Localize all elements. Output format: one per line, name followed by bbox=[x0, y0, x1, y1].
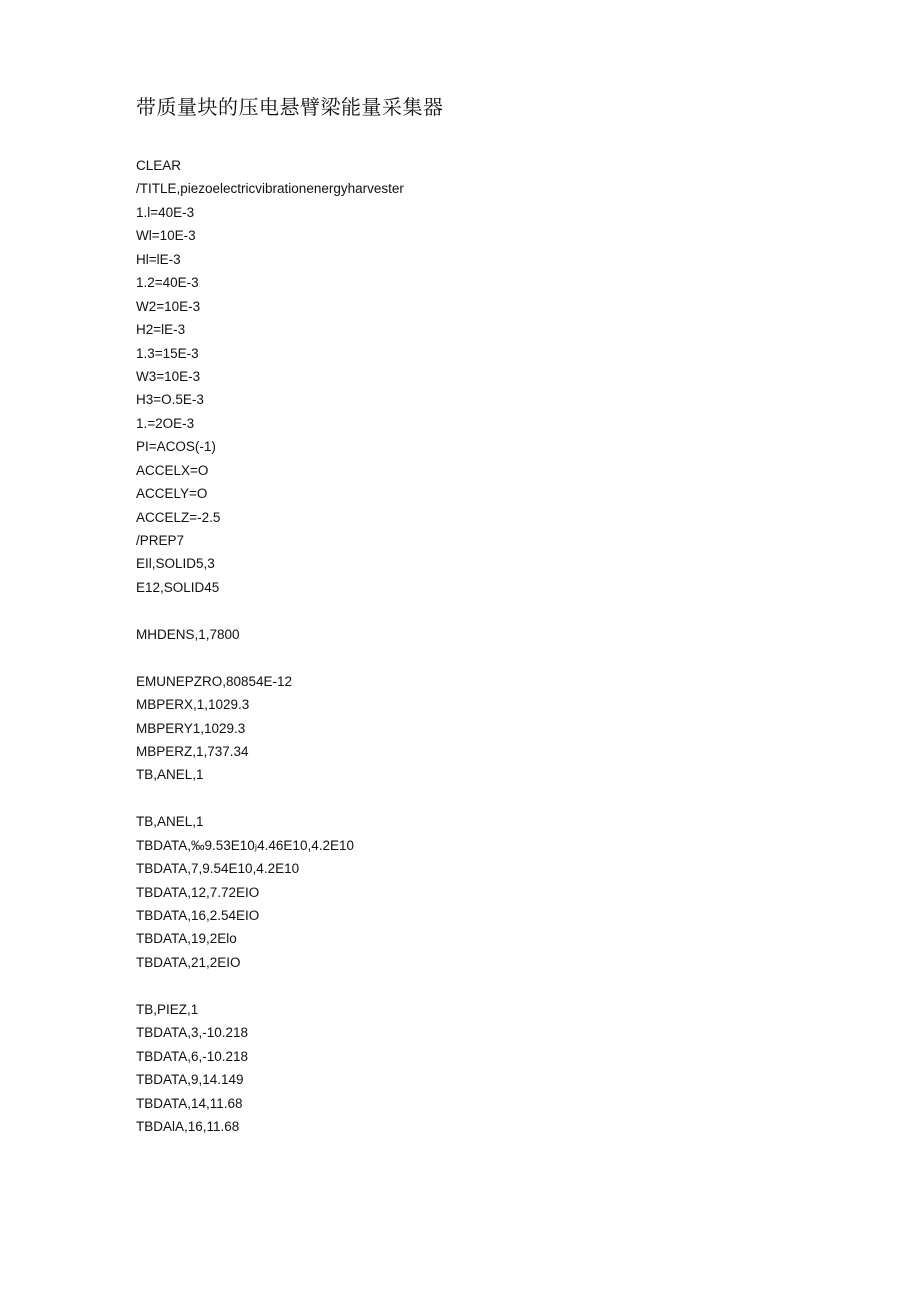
blank-line bbox=[136, 599, 836, 622]
code-line: TB,ANEL,1 bbox=[136, 814, 204, 830]
code-line: H2=lE-3 bbox=[136, 322, 186, 338]
code-line: TB,PIEZ,1 bbox=[136, 1001, 199, 1017]
code-line: /PREP7 bbox=[136, 533, 185, 548]
code-line: TBDATA,16,2.54EIO bbox=[136, 908, 260, 923]
code-line: TBDATA,9,14.149 bbox=[136, 1072, 244, 1088]
code-line: TB,ANEL,1 bbox=[136, 767, 204, 783]
code-line: 1.l=40E-3 bbox=[136, 204, 195, 220]
code-line: TBDATA,7,9.54E10,4.2E10 bbox=[136, 861, 300, 877]
code-line: W3=10E-3 bbox=[136, 368, 201, 384]
code-line: MBPERY1,1029.3 bbox=[136, 720, 246, 736]
code-line: TBDAlA,16,11.68 bbox=[136, 1118, 240, 1134]
code-line: TBDATA,3,-10.218 bbox=[136, 1025, 249, 1041]
code-line: EIl,SOLID5,3 bbox=[136, 556, 215, 572]
code-line: TBDATA,6,-10.218 bbox=[136, 1048, 249, 1064]
code-line: TBDATA,‰9.53E10ⱼ4.46E10,4.2E10 bbox=[136, 837, 354, 853]
code-line: E12,SOLID45 bbox=[136, 579, 220, 595]
code-line: TBDATA,14,11.68 bbox=[136, 1095, 243, 1111]
code-listing bbox=[136, 154, 836, 1138]
code-line: H3=O.5E-3 bbox=[136, 392, 204, 408]
blank-line bbox=[136, 646, 836, 669]
code-line: ACCELZ=-2.5 bbox=[136, 509, 221, 525]
code-line: MBPERX,1,1029.3 bbox=[136, 697, 250, 713]
code-line: 1.3=15E-3 bbox=[136, 345, 199, 361]
code-line: PI=ACOS(-1) bbox=[136, 439, 216, 455]
code-line: MBPERZ,1,737.34 bbox=[136, 743, 249, 759]
document-title: 带质量块的压电悬臂梁能量采集器 bbox=[136, 95, 444, 119]
code-line: ACCELX=O bbox=[136, 462, 209, 478]
code-line: 1.2=40E-3 bbox=[136, 275, 199, 291]
code-line: EMUNEPZRO,80854E-12 bbox=[136, 673, 293, 689]
code-line: TBDATA,19,2Elo bbox=[136, 931, 237, 947]
code-line: TBDATA,21,2EIO bbox=[136, 954, 241, 970]
code-line: ACCELY=O bbox=[136, 486, 208, 502]
code-line: Wl=10E-3 bbox=[136, 228, 196, 244]
code-line: /TITLE,piezoelectricvibrationenergyharvester bbox=[136, 181, 404, 197]
code-line: 1.=2OE-3 bbox=[136, 415, 195, 431]
blank-line bbox=[136, 787, 836, 810]
code-line: TBDATA,12,7.72EIO bbox=[136, 884, 260, 900]
code-line: Hl=lE-3 bbox=[136, 251, 181, 267]
code-line: MHDENS,1,7800 bbox=[136, 626, 240, 642]
code-line: CLEAR bbox=[136, 158, 182, 173]
code-line: W2=10E-3 bbox=[136, 298, 201, 314]
blank-line bbox=[136, 974, 836, 997]
